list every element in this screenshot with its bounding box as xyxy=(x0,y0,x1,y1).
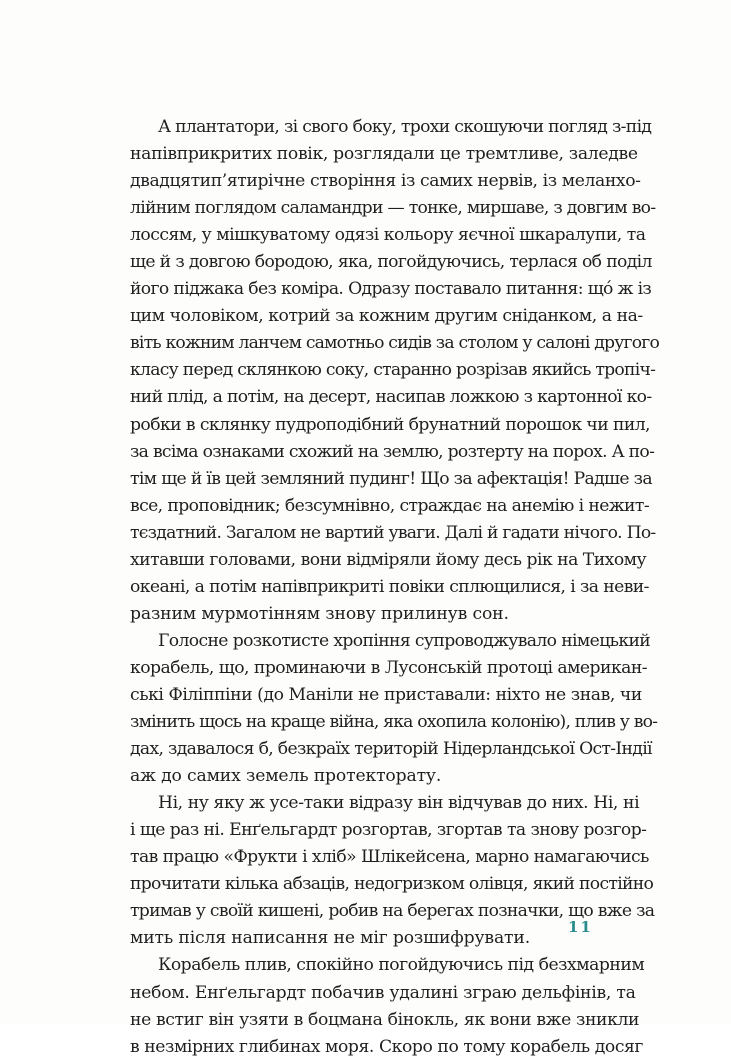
text-line: віть кожним ланчем самотньо сидів за столом у салоні другого xyxy=(130,333,660,354)
text-line: за всіма ознаками схожий на землю, розтерту на порох. А по- xyxy=(130,441,655,462)
text-line: змінить щось на краще війна, яка охопила колонію), плив у во- xyxy=(130,712,658,733)
text-line: прочитати кілька абзаців, недогризком олівця, який постійно xyxy=(130,874,654,895)
text-line: ще й з довгою бородою, яка, погойдуючись, терлася об поділ xyxy=(130,252,652,273)
paragraph-3 xyxy=(102,790,655,952)
text-line: лійним поглядом саламандри — тонке, миршаве, з довгим во- xyxy=(130,198,656,219)
text-line: в незмірних глибинах моря. Скоро по тому корабель досяг xyxy=(130,1036,643,1057)
text-line: все, проповідник; безсумнівно, страждає на анемію і нежит- xyxy=(130,495,650,516)
text-line: робки в склянку пудроподібний брунатний порошок чи пил, xyxy=(130,414,650,435)
text-line: разним мурмотінням знову прилинув сон. xyxy=(130,603,509,624)
body-text xyxy=(102,114,660,1061)
text-line: Ні, ну яку ж усе-таки відразу він відчував до них. Ні, ні xyxy=(158,793,640,814)
text-line: класу перед склянкою соку, старанно розрізав якийсь тропіч- xyxy=(130,360,656,381)
text-line: тім ще й їв цей земляний пудинг! Що за афектація! Радше за xyxy=(130,468,652,489)
text-line: тримав у своїй кишені, робив на берегах позначки, що вже за xyxy=(130,901,655,922)
text-line: не встиг він узяти в боцмана бінокль, як вони вже зникли xyxy=(130,1009,640,1030)
paragraph-1 xyxy=(102,114,660,628)
text-line: дах, здавалося б, безкраїх територій Нідерландської Ост-Індії xyxy=(130,739,652,760)
text-line: аж до самих земель протекторату. xyxy=(130,766,442,787)
text-line: мить після написання не міг розшифрувати. xyxy=(130,928,531,949)
paragraph-2 xyxy=(102,628,658,790)
text-line: тав працю «Фрукти і хліб» Шлікейсена, марно намагаючись xyxy=(130,847,649,868)
text-line: лоссям, у мішкуватому одязі кольору яєчної шкаралупи, та xyxy=(130,225,646,246)
text-line: океані, а потім напівприкриті повіки сплющилися, і за неви- xyxy=(130,576,649,597)
text-line: хитавши головами, вони відміряли йому десь рік на Тихому xyxy=(130,549,647,570)
text-line: ний плід, а потім, на десерт, насипав ложкою з картонної ко- xyxy=(130,387,652,408)
text-line: А плантатори, зі свого боку, трохи скошуючи погляд з-під xyxy=(158,117,652,137)
text-line: його піджака без коміра. Одразу поставало питання: щó ж із xyxy=(130,279,652,300)
text-line: небом. Енґельгардт побачив удалині зграю дельфінів, та xyxy=(130,982,636,1003)
page-number: 11 xyxy=(568,918,593,936)
text-line: напівприкритих повік, розглядали це тремтливе, заледве xyxy=(130,144,638,165)
text-line: Корабель плив, спокійно погойдуючись під безхмарним xyxy=(158,955,645,976)
text-line: корабель, що, проминаючи в Лусонській протоці американ- xyxy=(130,657,648,678)
text-line: і ще раз ні. Енґельгардт розгортав, згортав та знову розгор- xyxy=(130,820,647,841)
paragraph-4 xyxy=(102,952,645,1060)
text-line: цим чоловіком, котрий за кожним другим сніданком, а на- xyxy=(130,306,643,327)
text-line: двадцятип’ятирічне створіння із самих нервів, із меланхо- xyxy=(130,171,641,192)
text-line: ські Філіппіни (до Маніли не приставали: ніхто не знав, чи xyxy=(130,684,642,705)
text-line: тєздатний. Загалом не вартий уваги. Далі й гадати нічого. По- xyxy=(130,522,656,543)
text-line: Голосне розкотисте хропіння супроводжувало німецький xyxy=(158,630,651,651)
